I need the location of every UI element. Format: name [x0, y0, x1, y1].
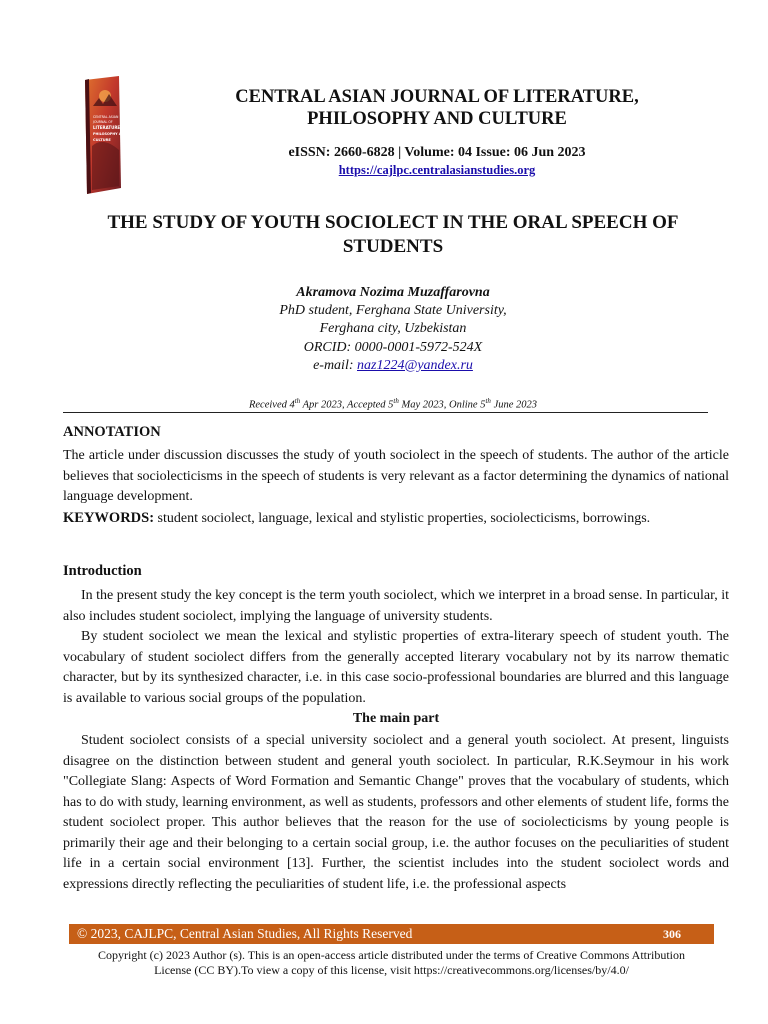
journal-cover-image — [83, 76, 128, 194]
cover-text-3: LITERATURE, — [93, 125, 122, 130]
introduction-paragraph-1: In the present study the key concept is the term youth sociolect, which we interpret in a broad sense. In particular, it also includes student sociolect, implying the language of university students. — [63, 588, 729, 624]
introduction-paragraph-2: By student sociolect we mean the lexical and stylistic properties of extra-literary speech of student youth. The vocabulary of student sociolect differs from the generally accepted literary vocabulary not by its narrow thematic character, but by its synthesized character, i.e. in this case socio-professional boundaries are blurred and this language is available to various social groups of the population. — [63, 629, 729, 706]
journal-url-container — [190, 163, 684, 178]
online-sup: th — [485, 397, 491, 405]
annotation-text: The article under discussion discusses the study of youth sociolect in the speech of students. The author of the article believes that sociolecticisms in the speech of students is very relevant as a factor determining the dynamics of national language development. — [63, 448, 729, 504]
footer-bar — [69, 924, 714, 944]
author-email-link[interactable]: naz1224@yandex.ru — [357, 357, 473, 373]
author-name: Akramova Nozima Muzaffarovna — [296, 285, 490, 300]
article-title — [60, 211, 726, 259]
cover-text-4: PHILOSOPHY AND — [93, 132, 128, 136]
main-part-paragraph-1: Student sociolect consists of a special university sociolect and a general youth sociolect. At present, linguists disagree on the distinction between student and general youth sociolect. In particular, R.K.Seymour in his work "Collegiate Slang: Aspects of Word Formation and Semantic Change" proves that the vocabulary of students, which has to do with study, learning environment, as well as students, professors and other elements of student life, forms the student sociolect proper. This author believes that the reason for the use of sociolecticisms by young people is primarily their age and their belonging to a certain social group, i.e. the author focuses on the peculiarities of student life in a certain social environment [13]. Further, the scientist includes into the student sociolect words and expressions directly reflecting the peculiarities of student life, i.e. the professional aspects — [63, 733, 729, 892]
issn-volume-line: eISSN: 2660-6828 | Volume: 04 Issue: 06 Jun 2023 — [288, 145, 586, 160]
author-block — [160, 284, 626, 375]
journal-url-link[interactable]: https://cajlpc.centralasianstudies.org — [338, 163, 536, 177]
author-affiliation-1: PhD student, Ferghana State University, — [279, 303, 507, 319]
journal-title — [190, 86, 684, 130]
page-number: 306 — [663, 927, 681, 941]
footer-copyright: © 2023, CAJLPC, Central Asian Studies, All Rights Reserved — [77, 926, 413, 941]
accepted-sup: th — [393, 397, 399, 405]
author-orcid: ORCID: 0000-0001-5972-524X — [303, 339, 483, 355]
accepted-post: May 2023, Online 5 — [398, 399, 486, 411]
license-line-2: License (CC BY).To view a copy of this license, visit https://creativecommons.org/licenses/by/4.0/ — [154, 963, 629, 977]
cover-text-1: CENTRAL ASIAN — [93, 115, 119, 119]
keywords-label: KEYWORDS: — [63, 510, 155, 526]
journal-title-line2: PHILOSOPHY AND CULTURE — [307, 109, 567, 129]
license-notice — [69, 948, 714, 978]
cover-text-2: JOURNAL OF — [93, 120, 113, 124]
online-post: June 2023 — [490, 399, 538, 411]
article-title-line1: THE STUDY OF YOUTH SOCIOLECT IN THE ORAL SPEECH OF — [107, 212, 679, 233]
license-line-1: Copyright (c) 2023 Author (s). This is an open-access article distributed under the terms of Creative Commons Attribution — [98, 948, 685, 962]
email-label: e-mail: — [313, 357, 357, 373]
author-email-line — [160, 357, 626, 375]
keywords-line — [63, 510, 729, 527]
received-sup: th — [294, 397, 301, 405]
introduction-heading: Introduction — [63, 563, 142, 579]
annotation-heading: ANNOTATION — [63, 424, 161, 440]
received-post: Apr 2023, Accepted 5 — [300, 399, 394, 411]
journal-title-line1: CENTRAL ASIAN JOURNAL OF LITERATURE, — [235, 87, 639, 107]
keywords-text: student sociolect, language, lexical and stylistic properties, sociolecticisms, borrowings. — [154, 511, 651, 526]
main-part-heading: The main part — [352, 711, 440, 726]
author-affiliation-2: Ferghana city, Uzbekistan — [319, 321, 467, 337]
header-divider — [63, 412, 708, 413]
article-dates — [160, 397, 626, 411]
cover-text-5: CULTURE — [93, 138, 111, 142]
received-pre: Received 4 — [248, 399, 295, 411]
article-title-line2: STUDENTS — [342, 236, 444, 257]
